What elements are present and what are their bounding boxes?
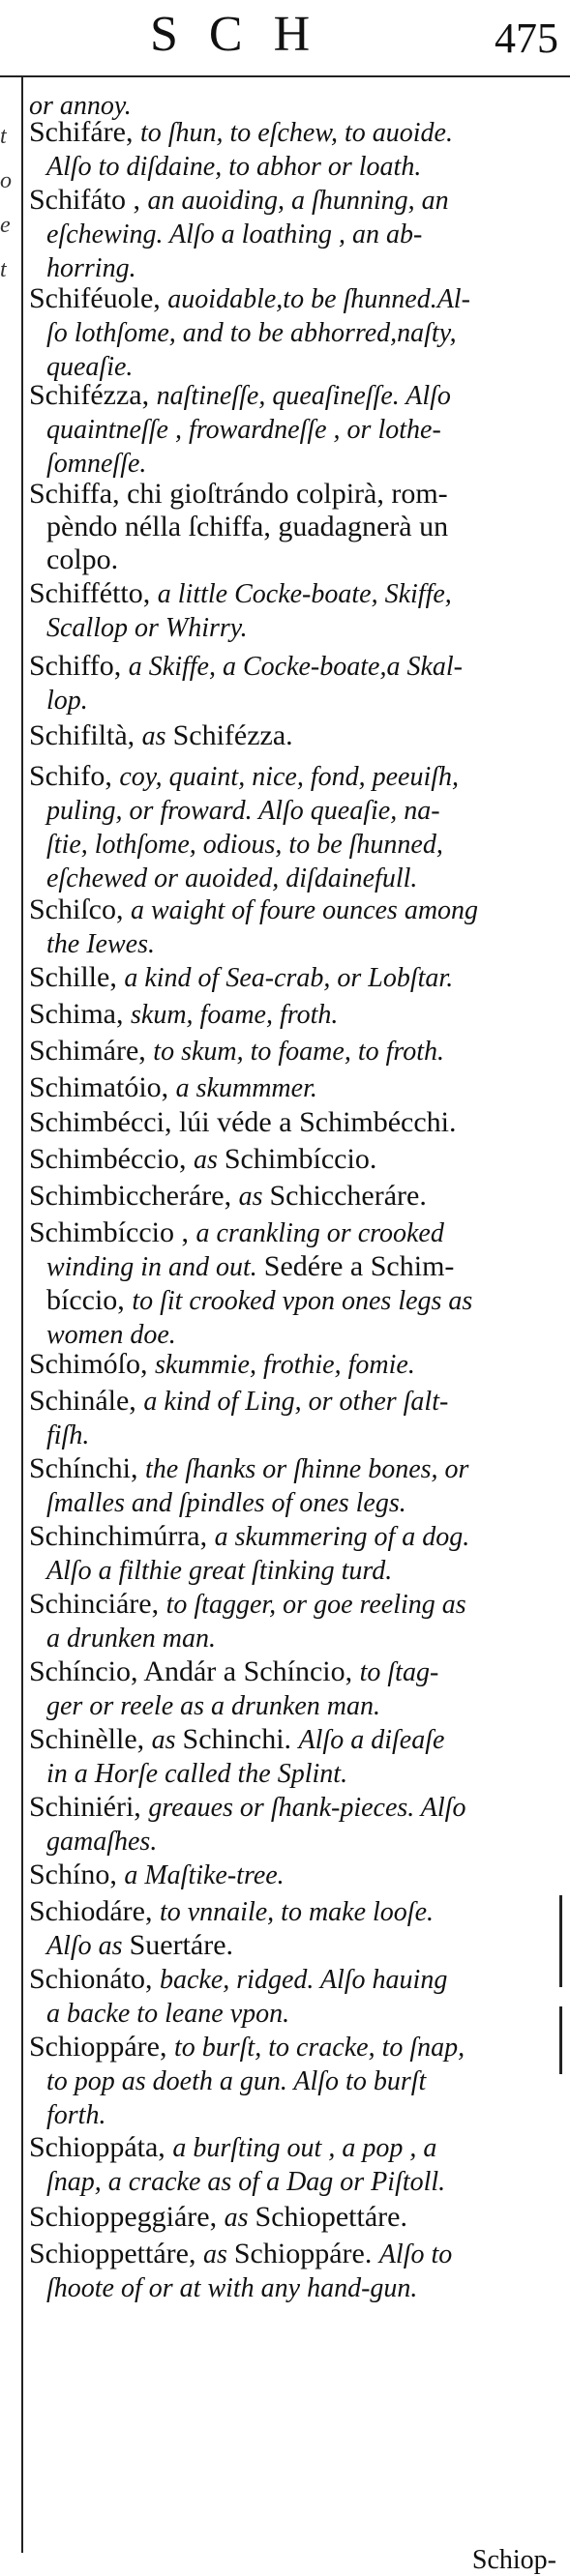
headword-text: Schifo, bbox=[29, 760, 120, 792]
entry-continuation-line bbox=[29, 684, 463, 717]
dictionary-entry bbox=[29, 1348, 415, 1382]
headword-text: Schimbécci, lúi véde a Schimbécchi. bbox=[29, 1106, 457, 1138]
definition-text: queaſie. bbox=[46, 352, 134, 382]
definition-text: skum, foame, froth. bbox=[131, 1000, 339, 1030]
definition-text: Alſo a diſeaſe bbox=[298, 1725, 445, 1755]
entry-first-line bbox=[29, 577, 452, 611]
entry-first-line bbox=[29, 1035, 444, 1068]
dictionary-entry bbox=[29, 1071, 317, 1105]
headword-text: Schifiltà, bbox=[29, 719, 142, 751]
entry-first-line bbox=[29, 2131, 445, 2165]
entry-continuation-line bbox=[29, 1825, 465, 1859]
entry-first-line bbox=[29, 1071, 317, 1105]
definition-text: in a Horſe called the Splint. bbox=[46, 1759, 348, 1789]
entry-continuation-line bbox=[29, 1622, 466, 1655]
definition-text: the ſhanks or ſhinne bones, or bbox=[145, 1454, 469, 1484]
definition-text: a crankling or crooked bbox=[195, 1218, 444, 1248]
headword-text: Schinciáre, bbox=[29, 1588, 166, 1620]
headword-text: Schima, bbox=[29, 998, 131, 1030]
definition-text: a Skiffe, a Cocke-boate,a Skal- bbox=[128, 652, 463, 682]
definition-text: a kind of Ling, or other ſalt- bbox=[143, 1387, 449, 1417]
headword-text: Schíno, bbox=[29, 1859, 125, 1890]
headword-text: Schiopettáre. bbox=[255, 2201, 407, 2233]
headword-text: Schinále, bbox=[29, 1385, 144, 1417]
definition-text: naſtineſſe, queaſineſſe. Alſo bbox=[156, 381, 451, 411]
dictionary-entry bbox=[29, 650, 463, 717]
entry-first-line bbox=[29, 1520, 469, 1554]
entry-continuation-line bbox=[29, 862, 459, 895]
dictionary-entry bbox=[29, 184, 449, 285]
definition-text: puling, or froward. Alſo queaſie, na- bbox=[46, 796, 440, 826]
definition-text: to ſhun, to eſchew, to auoide. bbox=[139, 118, 453, 148]
running-head: SCH bbox=[150, 7, 342, 62]
definition-text: a burſting out , a pop , a bbox=[172, 2133, 437, 2163]
headword-text: colpo. bbox=[46, 543, 119, 575]
entry-first-line bbox=[29, 1385, 448, 1419]
definition-text: as bbox=[202, 2239, 234, 2269]
headword-text: Schínchi, bbox=[29, 1452, 145, 1484]
definition-text: as bbox=[224, 2203, 255, 2233]
dictionary-entry bbox=[29, 1895, 434, 1963]
headword-text: Schíncio, Andár a Schíncio, bbox=[29, 1655, 360, 1687]
headword-text: Schinèlle, bbox=[29, 1723, 152, 1755]
definition-text: Alſo a filthie great ſtinking turd. bbox=[46, 1556, 393, 1586]
dictionary-entry bbox=[29, 1035, 444, 1068]
entry-first-line bbox=[29, 719, 293, 753]
definition-text: a waight of foure ounces among bbox=[131, 895, 479, 925]
entry-continuation-line bbox=[29, 2165, 445, 2199]
definition-text: lop. bbox=[46, 686, 88, 716]
entry-continuation-line bbox=[29, 2098, 465, 2132]
dictionary-entry bbox=[29, 2031, 465, 2132]
definition-text: a little Cocke-boate, Skiffe, bbox=[157, 579, 452, 609]
headword-text: Schioppáre, bbox=[29, 2031, 174, 2063]
headword-text: Schioppettáre, bbox=[29, 2238, 203, 2269]
definition-text: to ſtagger, or goe reeling as bbox=[165, 1590, 466, 1620]
entry-continuation-line bbox=[29, 927, 478, 961]
headword-text: Schiniéri, bbox=[29, 1791, 149, 1823]
definition-text: horring. bbox=[46, 253, 136, 283]
headword-text: Schifáre, bbox=[29, 116, 140, 148]
headword-text: Schiſco, bbox=[29, 893, 131, 925]
entry-continuation-line bbox=[29, 1929, 434, 1963]
entry-continuation-line bbox=[29, 1554, 469, 1588]
definition-text: coy, quaint, nice, fond, peeuiſh, bbox=[119, 762, 460, 792]
definition-text: Alſo to bbox=[378, 2239, 453, 2269]
entry-continuation-line bbox=[29, 611, 452, 645]
entry-first-line bbox=[29, 1963, 447, 1997]
entry-continuation-line bbox=[29, 150, 453, 184]
entry-continuation-line bbox=[29, 2064, 465, 2098]
definition-text: Scallop or Whirry. bbox=[46, 613, 248, 643]
entry-first-line bbox=[29, 1348, 415, 1382]
entry-first-line bbox=[29, 1895, 434, 1929]
definition-text: gamaſhes. bbox=[46, 1827, 158, 1857]
entry-continuation-line bbox=[29, 218, 449, 251]
definition-text: auoidable,to be ſhunned.Al- bbox=[167, 284, 470, 314]
page-header bbox=[0, 0, 570, 75]
entry-first-line bbox=[29, 282, 470, 316]
definition-text: to skum, to foame, to froth. bbox=[153, 1037, 445, 1067]
entry-continuation-line bbox=[29, 1486, 468, 1520]
dictionary-entry bbox=[29, 1859, 285, 1892]
definition-text: women doe. bbox=[46, 1320, 176, 1350]
dictionary-entry bbox=[29, 1520, 469, 1588]
entry-first-line bbox=[29, 1723, 444, 1757]
headword-text: Schifézza. bbox=[172, 719, 293, 751]
entry-continuation-line bbox=[29, 1284, 472, 1318]
definition-text: ſnap, a cracke as of a Dag or Piſtoll. bbox=[46, 2167, 446, 2197]
entry-first-line bbox=[29, 760, 459, 794]
dictionary-entry bbox=[29, 1180, 427, 1214]
definition-text: the Iewes. bbox=[46, 929, 155, 959]
headword-text: Sedére a Schim- bbox=[263, 1250, 455, 1282]
definition-text: eſchewing. Alſo a loathing , an ab- bbox=[46, 220, 423, 249]
entry-first-line bbox=[29, 1791, 465, 1825]
dictionary-entry bbox=[29, 2131, 445, 2199]
entry-first-line bbox=[29, 1859, 285, 1892]
definition-text: a skummering of a dog. bbox=[214, 1522, 470, 1552]
headword-text: Schimáre, bbox=[29, 1035, 154, 1067]
headword-text: Schiféuole, bbox=[29, 282, 168, 314]
headword-text: Schimbíccio , bbox=[29, 1216, 196, 1248]
entry-first-line bbox=[29, 184, 449, 218]
definition-text: to ſtag- bbox=[359, 1657, 439, 1687]
margin-bracket bbox=[559, 1895, 562, 1987]
gutter-fragments bbox=[0, 114, 19, 292]
headword-text: Schiccheráre. bbox=[269, 1180, 427, 1212]
dictionary-entry bbox=[29, 2201, 407, 2235]
entry-first-line bbox=[29, 2238, 452, 2271]
gutter-fragment: o bbox=[0, 168, 12, 193]
definition-text: skummie, frothie, fomie. bbox=[155, 1350, 415, 1380]
entry-continuation-line bbox=[29, 1318, 472, 1352]
definition-text: fiſh. bbox=[46, 1420, 90, 1450]
entry-continuation-line bbox=[29, 447, 451, 481]
definition-text: to vnnaile, to make looſe. bbox=[159, 1897, 435, 1927]
definition-text: as bbox=[193, 1145, 225, 1175]
definition-text: ſo lothſome, and to be abhorred,naſty, bbox=[46, 318, 457, 348]
dictionary-entry bbox=[29, 577, 452, 645]
definition-text: a backe to leane vpon. bbox=[46, 1999, 290, 2029]
dictionary-entry bbox=[29, 1216, 472, 1352]
headword-text: Schinchimúrra, bbox=[29, 1520, 215, 1552]
headword-text: Schioppáre. bbox=[233, 2238, 379, 2269]
headword-text: Schiffa, chi gioſtrándo colpirà, rom- bbox=[29, 478, 448, 510]
definition-text: eſchewed or auoided, diſdainefull. bbox=[46, 864, 418, 893]
definition-text: a drunken man. bbox=[46, 1624, 216, 1654]
headword-text: Schiffétto, bbox=[29, 577, 158, 609]
definition-text: to burſt, to cracke, to ſnap, bbox=[173, 2033, 465, 2063]
entry-continuation-line bbox=[29, 2271, 452, 2305]
entry-continuation-line bbox=[29, 1997, 447, 2031]
entry-first-line bbox=[29, 650, 463, 684]
entry-first-line bbox=[29, 961, 453, 995]
dictionary-entry bbox=[29, 1791, 465, 1859]
definition-text: ſtie, lothſome, odious, to be ſhunned, bbox=[46, 830, 443, 860]
dictionary-entry bbox=[29, 1963, 447, 2031]
headword-text: Schiodáre, bbox=[29, 1895, 160, 1927]
entry-first-line bbox=[29, 1588, 466, 1622]
headword-text: Schinchi. bbox=[182, 1723, 299, 1755]
definition-text: ſmalles and ſpindles of ones legs. bbox=[46, 1488, 406, 1518]
entry-first-line bbox=[29, 478, 448, 511]
dictionary-entry bbox=[29, 1452, 468, 1520]
gutter-fragment: e bbox=[0, 213, 11, 238]
headword-text: Schioppeggiáre, bbox=[29, 2201, 225, 2233]
entry-continuation-line bbox=[29, 1419, 448, 1452]
definition-text: Alſo to diſdaine, to abhor or loath. bbox=[46, 152, 422, 182]
definition-text: as bbox=[151, 1725, 183, 1755]
definition-text: ger or reele as a drunken man. bbox=[46, 1691, 381, 1721]
dictionary-entry bbox=[29, 893, 478, 961]
entry-continuation-line bbox=[29, 316, 470, 350]
dictionary-entry bbox=[29, 760, 459, 895]
definition-text: ſhoote of or at with any hand-gun. bbox=[46, 2273, 418, 2303]
entry-first-line bbox=[29, 998, 338, 1032]
dictionary-entry bbox=[29, 1143, 376, 1177]
dictionary-entry bbox=[29, 478, 448, 576]
dictionary-entry bbox=[29, 2238, 452, 2305]
entry-first-line bbox=[29, 1106, 457, 1139]
headword-text: Schifáto , bbox=[29, 184, 148, 216]
entry-first-line bbox=[29, 2031, 465, 2064]
headword-text: Schioppáta, bbox=[29, 2131, 173, 2163]
entry-first-line bbox=[29, 1180, 427, 1214]
entry-continuation-line bbox=[29, 1757, 444, 1791]
dictionary-entry bbox=[29, 379, 451, 481]
entry-continuation-line bbox=[29, 251, 449, 285]
headword-text: Suertáre. bbox=[129, 1929, 234, 1961]
headword-text: bíccio, bbox=[46, 1284, 133, 1316]
headword-text: Schimbéccio, bbox=[29, 1143, 194, 1175]
header-rule bbox=[0, 75, 570, 77]
headword-text: Schimbíccio. bbox=[224, 1143, 377, 1175]
dictionary-entry bbox=[29, 282, 470, 384]
entry-continuation-line bbox=[29, 511, 448, 543]
headword-text: Schimatóio, bbox=[29, 1071, 176, 1103]
dictionary-entry bbox=[29, 1655, 438, 1723]
headword-text: Schionáto, bbox=[29, 1963, 160, 1995]
definition-text: quaintneſſe , frowardneſſe , or lothe- bbox=[46, 415, 441, 445]
entry-continuation-line bbox=[29, 828, 459, 862]
entry-first-line bbox=[29, 893, 478, 927]
margin-bracket bbox=[559, 2006, 562, 2074]
definition-text: forth. bbox=[46, 2100, 106, 2130]
definition-text: or annoy. bbox=[29, 91, 132, 121]
dictionary-entry bbox=[29, 961, 453, 995]
dictionary-entry bbox=[29, 1723, 444, 1791]
headword-text: Schifézza, bbox=[29, 379, 157, 411]
entry-first-line bbox=[29, 1452, 468, 1486]
column-rule bbox=[21, 77, 23, 2553]
entry-first-line bbox=[29, 379, 451, 413]
headword-text: Schimóſo, bbox=[29, 1348, 156, 1380]
definition-text: ſomneſſe. bbox=[46, 449, 147, 479]
dictionary-entry bbox=[29, 1588, 466, 1655]
definition-text: to ſit crooked vpon ones legs as bbox=[132, 1286, 473, 1316]
dictionary-entry bbox=[29, 116, 453, 184]
headword-text: Schiffo, bbox=[29, 650, 129, 682]
entry-first-line bbox=[29, 2201, 407, 2235]
definition-text: a Maſtike-tree. bbox=[124, 1860, 285, 1890]
gutter-fragment: t bbox=[0, 257, 7, 282]
definition-text: backe, ridged. Alſo hauing bbox=[160, 1965, 448, 1995]
entry-first-line bbox=[29, 1216, 472, 1250]
catchword: Schiop- bbox=[471, 2545, 556, 2575]
entry-continuation-line bbox=[29, 413, 451, 447]
definition-text: greaues or ſhank-pieces. Alſo bbox=[148, 1793, 466, 1823]
definition-text: a skummmer. bbox=[175, 1073, 317, 1103]
dictionary-entry bbox=[29, 719, 293, 753]
entry-first-line bbox=[29, 116, 453, 150]
definition-text: an auoiding, a ſhunning, an bbox=[147, 186, 449, 216]
gutter-fragment: t bbox=[0, 124, 7, 149]
definition-text: Alſo as bbox=[46, 1931, 130, 1961]
page-number: 475 bbox=[495, 15, 558, 62]
dictionary-entry bbox=[29, 1385, 448, 1452]
entry-continuation-line bbox=[29, 794, 459, 828]
definition-text: a kind of Sea-crab, or Lobſtar. bbox=[124, 963, 454, 993]
headword-text: pèndo nélla ſchiffa, guadagnerà un bbox=[46, 511, 449, 542]
dictionary-entry bbox=[29, 1106, 457, 1139]
entry-continuation-line bbox=[29, 1250, 472, 1284]
definition-text: to pop as doeth a gun. Alſo to burſt bbox=[46, 2066, 427, 2096]
entry-continuation-line bbox=[29, 1689, 438, 1723]
entry-continuation-line bbox=[29, 543, 448, 576]
dictionary-entry bbox=[29, 998, 338, 1032]
definition-text: as bbox=[238, 1182, 270, 1212]
entry-first-line bbox=[29, 1143, 376, 1177]
headword-text: Schille, bbox=[29, 961, 125, 993]
entry-first-line bbox=[29, 1655, 438, 1689]
definition-text: winding in and out. bbox=[46, 1252, 264, 1282]
definition-text: as bbox=[141, 721, 173, 751]
headword-text: Schimbiccheráre, bbox=[29, 1180, 239, 1212]
